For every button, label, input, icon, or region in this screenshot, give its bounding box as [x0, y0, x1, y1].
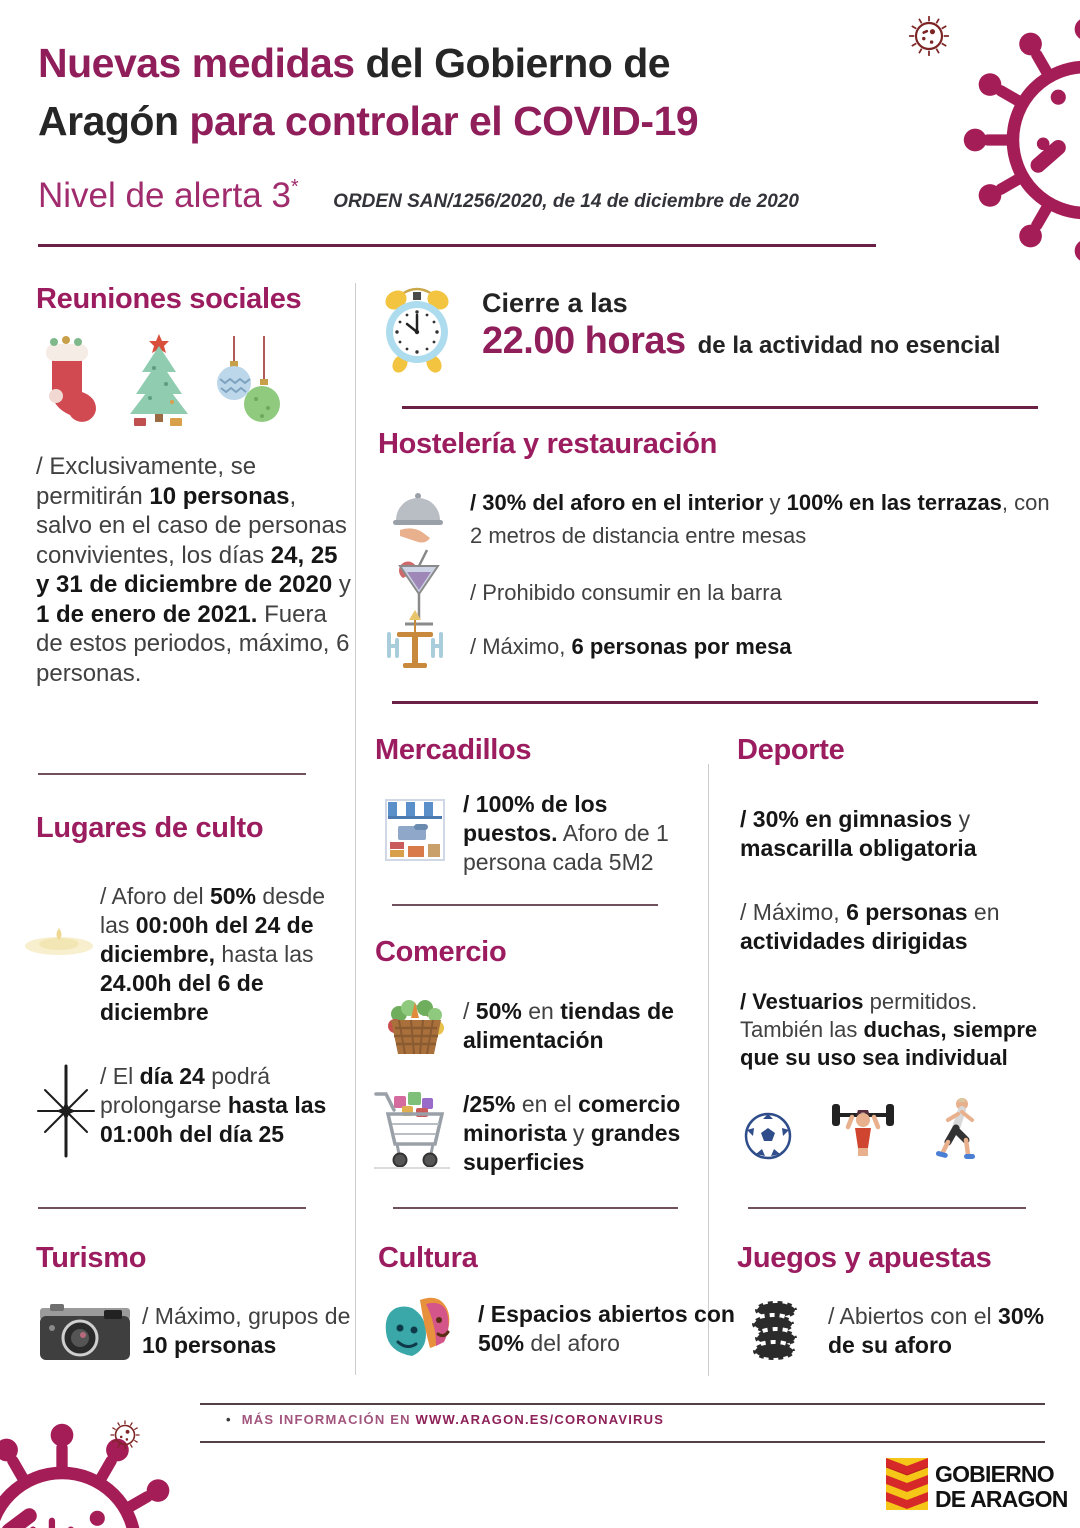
closure-time: 22.00 horas [482, 320, 686, 362]
header-divider [38, 244, 876, 247]
title-accent-2: para controlar el COVID-19 [189, 98, 699, 144]
section-divider [392, 701, 1038, 704]
order-reference: ORDEN SAN/1256/2020, de 14 de diciembre de 2020 [333, 191, 799, 212]
deporte-item-text: / 30% en gimnasios y mascarilla obligatoria [740, 806, 977, 861]
logo-text [935, 1462, 1068, 1512]
section-title-hosteleria: Hostelería y restauración [378, 428, 718, 460]
section-divider [392, 904, 658, 906]
culto-item-text: / El día 24 podrá prolongarse hasta las 01:00h del día 25 [100, 1063, 327, 1147]
camera-icon [40, 1302, 130, 1360]
logo-line-1: GOBIERNO [935, 1460, 1054, 1487]
shopping-cart-icon [372, 1086, 452, 1172]
soccer-ball-icon [744, 1112, 792, 1160]
coronavirus-small-icon [106, 1416, 144, 1454]
footer-info [226, 1412, 664, 1427]
turismo-item-text: / Máximo, grupos de 10 personas [142, 1303, 351, 1358]
section-title-reuniones: Reuniones sociales [36, 283, 302, 315]
section-title-cultura: Cultura [378, 1242, 478, 1274]
alert-asterisk: * [290, 176, 299, 198]
section-title-culto: Lugares de culto [36, 812, 264, 844]
aragon-flag-icon [886, 1458, 928, 1515]
mercadillos-item-text: / 100% de los puestos. Aforo de 1 persona cada 5M2 [463, 791, 669, 875]
section-title-deporte: Deporte [737, 734, 845, 766]
section-divider [38, 773, 306, 775]
coronavirus-small-icon [903, 10, 955, 62]
section-title-comercio: Comercio [375, 936, 507, 968]
section-divider [748, 1207, 1026, 1209]
logo-line-2: DE ARAGON [935, 1485, 1068, 1512]
coronavirus-icon [0, 1420, 188, 1528]
section-divider [38, 1207, 306, 1209]
deporte-item-text: / Vestuarios permitidos. También las duchas, siempre que su uso sea individual [740, 989, 1038, 1070]
christmas-stocking-icon [38, 334, 96, 426]
coronavirus-icon [960, 14, 1080, 266]
alert-row [38, 176, 799, 216]
title-plain-2: Aragón [38, 98, 190, 144]
juegos-item-text: / Abiertos con el 30% de su aforo [828, 1303, 1045, 1358]
closure-intro: Cierre a las [482, 288, 628, 318]
gobierno-aragon-logo [886, 1458, 1068, 1515]
section-divider [393, 1207, 678, 1209]
section-title-turismo: Turismo [36, 1242, 147, 1274]
comercio-item-text: /25% en el comercio minorista y grandes superficies [463, 1091, 681, 1175]
footer-divider [200, 1403, 1045, 1405]
hosteleria-item-text: / Máximo, 6 personas por mesa [470, 634, 792, 659]
alert-level: Nivel de alerta 3 [38, 176, 291, 215]
reuniones-text: / Exclusivamente, se permitirán 10 personas, salvo en el caso de personas convivientes, los días 24, 25 y 31 de diciembre de 2020 y 1 de enero de 2021. Fuera de estos periodos, máximo, 6 personas. [36, 453, 351, 687]
title-accent-1: Nuevas medidas [38, 40, 355, 86]
page-title [38, 34, 888, 150]
candle-icon [22, 922, 96, 962]
column-divider [708, 764, 709, 1376]
comercio-item-text: / 50% en tiendas de alimentación [463, 998, 674, 1053]
cultura-item-text: / Espacios abiertos con 50% del aforo [478, 1301, 735, 1356]
serving-tray-icon [392, 490, 444, 548]
market-stall-icon [384, 798, 446, 862]
section-divider [402, 406, 1038, 409]
terrace-table-icon [383, 610, 447, 672]
poker-chips-icon [750, 1298, 800, 1362]
footer-info-url: WWW.ARAGON.ES/CORONAVIRUS [415, 1412, 665, 1427]
alarm-clock-icon [374, 284, 460, 374]
section-title-mercadillos: Mercadillos [375, 734, 532, 766]
title-rest-1: del Gobierno de [354, 40, 671, 86]
grocery-basket-icon [385, 992, 447, 1058]
theater-masks-icon [382, 1294, 464, 1366]
section-title-juegos: Juegos y apuestas [737, 1242, 992, 1274]
ornaments-icon [214, 336, 280, 428]
closure-detail: de la actividad no esencial [697, 332, 1001, 359]
hosteleria-item-text: / Prohibido consumir en la barra [470, 580, 782, 605]
christmas-star-icon [32, 1064, 100, 1158]
culto-item-text: / Aforo del 50% desde las 00:00h del 24 de diciembre, hasta las 24.00h del 6 de diciembre [100, 883, 326, 1025]
running-icon [932, 1096, 980, 1168]
closure-line [482, 320, 1000, 363]
footer-divider [200, 1441, 1045, 1443]
column-divider [355, 283, 356, 1375]
weightlifting-icon [828, 1100, 898, 1164]
christmas-tree-icon [124, 332, 194, 428]
footer-info-plain: MÁS INFORMACIÓN EN [241, 1412, 416, 1427]
bullet-icon: • [226, 1412, 232, 1427]
deporte-item-text: / Máximo, 6 personas en actividades dirigidas [740, 899, 1000, 954]
hosteleria-item-text: / 30% del aforo en el interior y 100% en las terrazas, con 2 metros de distancia entre mesas [470, 490, 1050, 548]
